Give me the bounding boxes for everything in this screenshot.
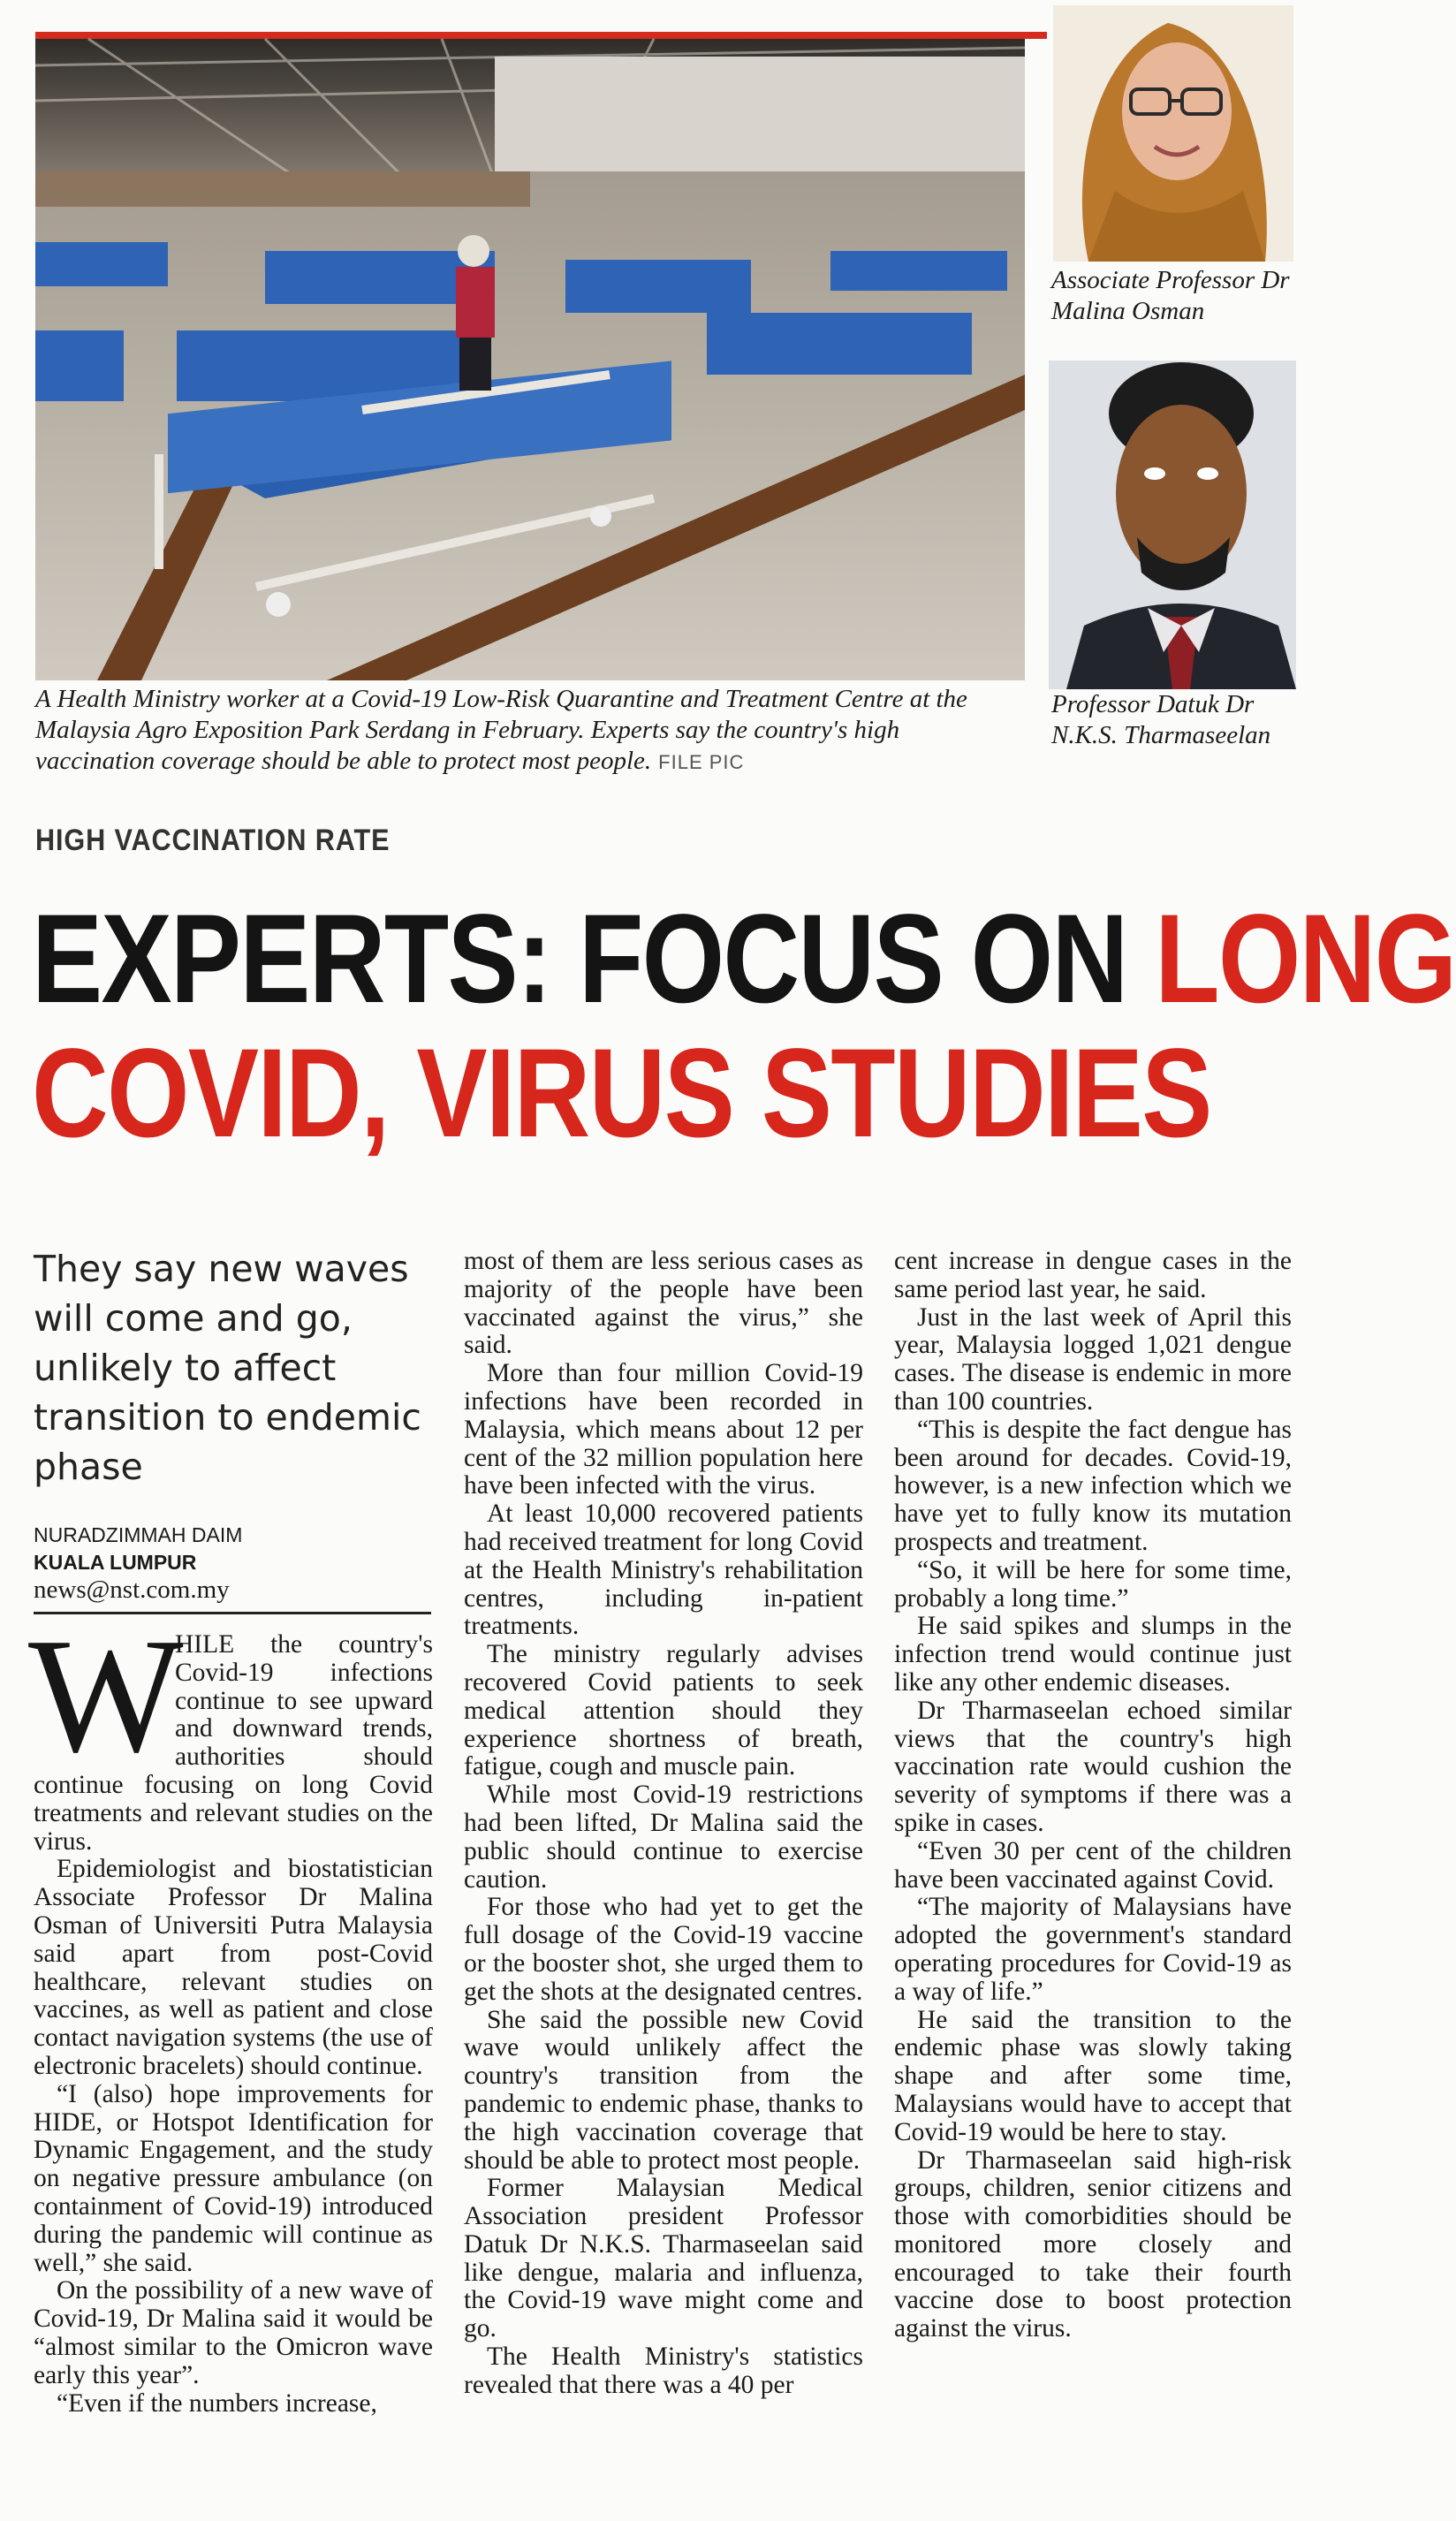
- paragraph: She said the possible new Covid wave would unlikely affect the country's transition from the pandemic to endemic phase, thanks to the high vaccination coverage that should be able to protect most people.: [464, 2005, 863, 2175]
- article-column-3: [894, 1248, 1292, 2343]
- article-column-2: [464, 1248, 863, 2400]
- paragraph: “This is despite the fact dengue has been around for decades. Covid-19, however, is a new infection which we have yet to fully know its mutation prospects and treatment.: [894, 1415, 1292, 1556]
- main-photo-caption-text: A Health Ministry worker at a Covid-19 Low-Risk Quarantine and Treatment Centre at the Malaysia Agro Exposition Park Serdang in February. Experts say the country's high vaccination coverage should be able to protect most people.: [35, 685, 967, 775]
- paragraph: For those who had yet to get the full dosage of the Covid-19 vaccine or the booster shot, she urged them to get the shots at the designated centres.: [464, 1893, 863, 2006]
- paragraph: Dr Tharmaseelan echoed similar views that the country's high vaccination rate would cushion the severity of symptoms if there was a spike in cases.: [894, 1696, 1292, 1837]
- headline-red-part-1: LONG: [1155, 889, 1456, 1029]
- standfirst: They say new waves will come and go, unlikely to affect transition to endemic phase: [34, 1248, 421, 1488]
- paragraph: More than four million Covid-19 infections have been recorded in Malaysia, which means about 12 per cent of the 32 million population here have been infected with the virus.: [464, 1359, 863, 1500]
- portrait-woman-illustration: [1053, 5, 1293, 262]
- portrait-man-illustration: [1049, 361, 1296, 689]
- author-email: news@nst.com.my: [34, 1576, 230, 1604]
- paragraph: The Health Ministry's statistics revealed that there was a 40 per: [464, 2343, 863, 2399]
- dropcap-letter: W: [28, 1605, 184, 1787]
- paragraph: Dr Tharmaseelan said high-risk groups, children, senior citizens and those with comorbidities should be monitored more closely and encouraged to take their fourth vaccine dose to boost protection against the virus.: [894, 2145, 1292, 2343]
- paragraph: Former Malaysian Medical Association president Professor Datuk Dr N.K.S. Tharmaseelan said like dengue, malaria and influenza, the Covid-19 wave might come and go.: [464, 2174, 863, 2343]
- paragraph: The ministry regularly advises recovered Covid patients to seek medical attention should they experience shortness of breath, fatigue, cough and muscle pain.: [464, 1640, 863, 1781]
- paragraph: HILE the country's Covid-19 infections continue to see upward and downward trends, authorities should continue focusing on long Covid treatments and relevant studies on the virus.: [34, 1630, 433, 1856]
- article-column-1: [28, 1605, 433, 2418]
- paragraph: He said spikes and slumps in the infection trend would continue just like any other endemic diseases.: [894, 1612, 1292, 1697]
- paragraph: most of them are less serious cases as majority of the people have been vaccinated against the virus,” she said.: [464, 1247, 863, 1360]
- paragraph: Epidemiologist and biostatistician Associate Professor Dr Malina Osman of Universiti Putra Malaysia said apart from post-Covid healthcare, relevant studies on vaccines, as well as patient and close contact navigation systems (the use of electronic bracelets) should continue.: [34, 1855, 433, 2080]
- main-photo-caption: [35, 684, 1025, 778]
- paragraph: He said the transition to the endemic phase was slowly taking shape and after some time, Malaysians would have to accept that Covid-19 would be here to stay.: [894, 2005, 1292, 2146]
- portrait-nks-tharmaseelan: [1049, 361, 1296, 689]
- headline-red-part-2: COVID, VIRUS STUDIES: [32, 1023, 1211, 1164]
- paragraph: “Even if the numbers increase,: [57, 2388, 377, 2418]
- dateline-location: KUALA LUMPUR: [34, 1551, 197, 1574]
- paragraph: On the possibility of a new wave of Covid-19, Dr Malina said it would be “almost similar to the Omicron wave early this year”.: [34, 2276, 433, 2389]
- paragraph: “Even 30 per cent of the children have been vaccinated against Covid.: [894, 1836, 1292, 1894]
- quarantine-centre-photo: [35, 39, 1025, 680]
- quarantine-centre-illustration: [35, 39, 1025, 680]
- author-name: NURADZIMMAH DAIM: [34, 1523, 243, 1546]
- paragraph: Just in the last week of April this year, Malaysia logged 1,021 dengue cases. The disease is endemic in more than 100 countries.: [894, 1302, 1292, 1416]
- paragraph: At least 10,000 recovered patients had received treatment for long Covid at the Health Ministry's rehabilitation centres, including in-patient treatments.: [464, 1500, 863, 1641]
- photo-credit: FILE PIC: [658, 751, 745, 773]
- headline-black-part: EXPERTS: FOCUS ON: [32, 889, 1127, 1029]
- portrait-1-caption: Associate Professor Dr Malina Osman: [1051, 266, 1290, 325]
- paragraph: “So, it will be here for some time, probably a long time.”: [894, 1555, 1292, 1613]
- paragraph: While most Covid-19 restrictions had been lifted, Dr Malina said the public should continue to exercise caution.: [464, 1781, 863, 1894]
- kicker: HIGH VACCINATION RATE: [35, 824, 391, 857]
- paragraph: “I (also) hope improvements for HIDE, or Hotspot Identification for Dynamic Engagement, and the study on negative pressure ambulance (on containment of Covid-19) introduced during the pandemic will continue as well,” she said.: [34, 2079, 433, 2277]
- byline: [34, 1522, 431, 1604]
- paragraph: cent increase in dengue cases in the same period last year, he said.: [894, 1247, 1292, 1303]
- headline: [32, 889, 1456, 1164]
- headline-line-1: [32, 889, 1456, 1029]
- dropcap: [28, 1605, 184, 1787]
- portrait-malina-osman: [1053, 5, 1293, 262]
- paragraph: “The majority of Malaysians have adopted the government's standard operating procedures for Covid-19 as a way of life.”: [894, 1893, 1292, 2006]
- photo-top-rule: [35, 32, 1047, 39]
- portrait-2-caption: Professor Datuk Dr N.K.S. Tharmaseelan: [1051, 690, 1271, 749]
